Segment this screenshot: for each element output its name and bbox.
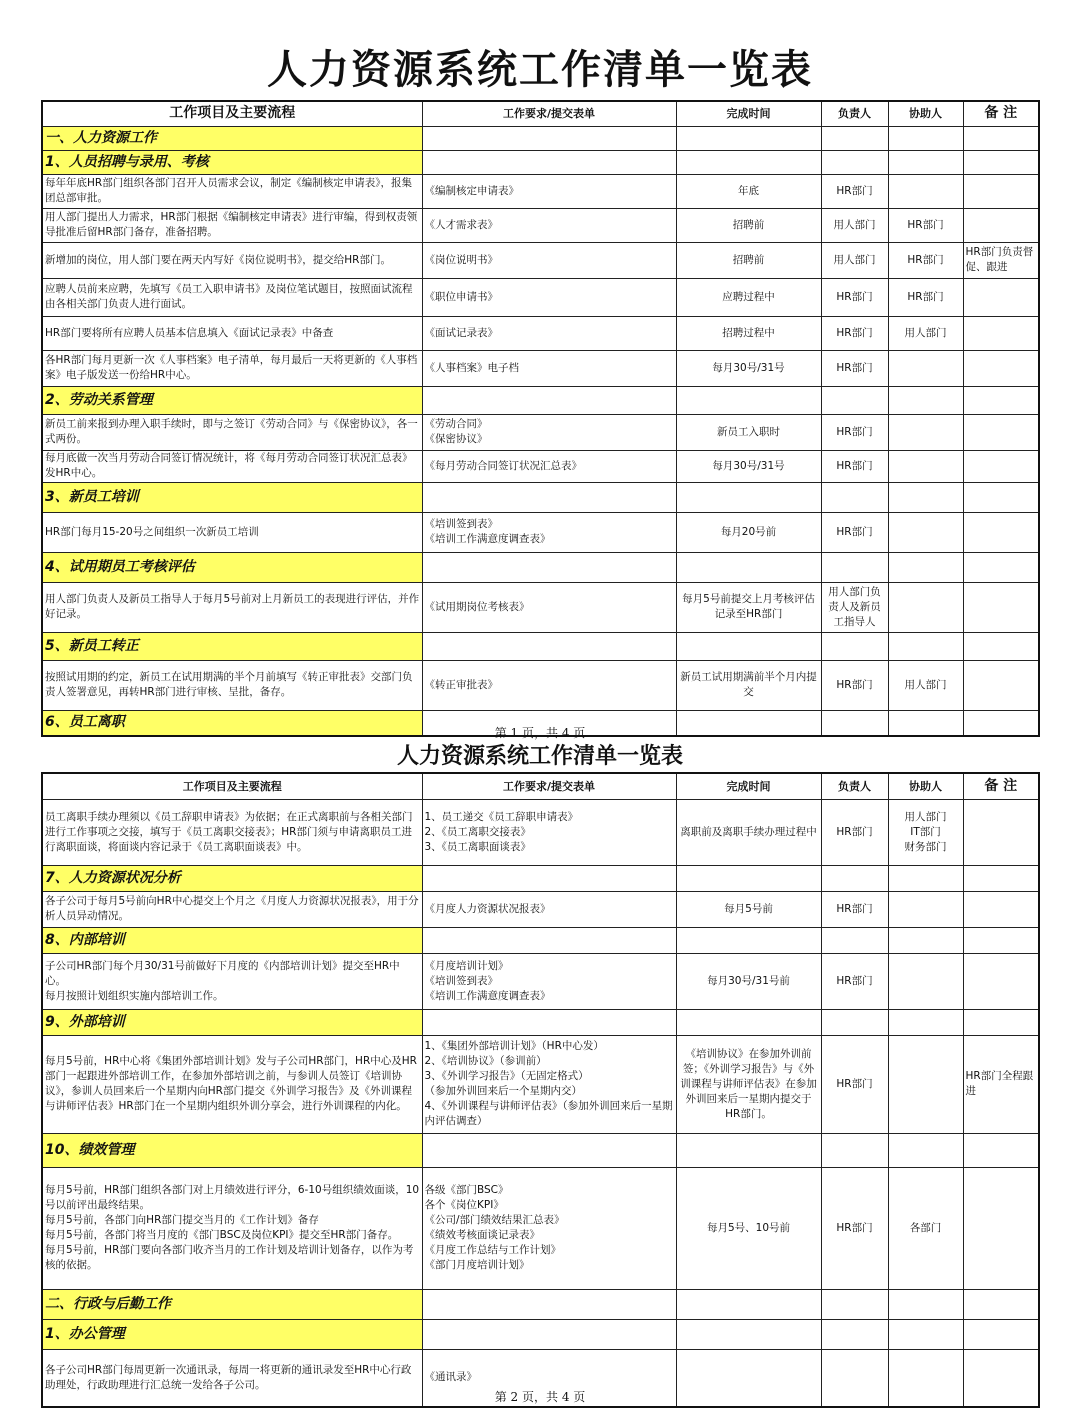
owner-cell: HR部门 <box>821 414 888 450</box>
table-row <box>42 208 1039 242</box>
note-cell <box>963 316 1039 350</box>
empty-cell <box>676 386 821 414</box>
requirement-cell: 《试用期岗位考核表》 <box>422 582 676 632</box>
owner-cell: HR部门 <box>821 1035 888 1133</box>
item-cell: 按照试用期的约定，新员工在试用期满的半个月前填写《转正审批表》交部门负责人签署意见，再转HR部门进行审核、呈批，备存。 <box>42 660 422 710</box>
helper-cell <box>888 953 963 1009</box>
helper-cell: 用人部门 <box>888 660 963 710</box>
note-cell <box>963 450 1039 482</box>
requirement-cell: 《月度培训计划》 《培训签到表》 《培训工作满意度调查表》 <box>422 953 676 1009</box>
owner-cell: HR部门 <box>821 278 888 316</box>
requirement-cell: 《每月劳动合同签订状况汇总表》 <box>422 450 676 482</box>
empty-cell <box>888 386 963 414</box>
owner-cell: 用人部门 <box>821 208 888 242</box>
empty-cell <box>963 1009 1039 1035</box>
item-cell: 各HR部门每月更新一次《人事档案》电子清单，每月最后一天将更新的《人事档案》电子版发送一份给HR中心。 <box>42 350 422 386</box>
time-cell: 每月5号前 <box>676 891 821 927</box>
table-row <box>42 414 1039 450</box>
empty-cell <box>676 1289 821 1319</box>
requirement-cell: 1、《集团外部培训计划》（HR中心发） 2、《培训协议》（参训前） 3、《外训学习报告》（无固定格式） （参加外训回来后一个星期内交） 4、《外训课程与讲师评估表》（参加外训回来后一星期内评估调查） <box>422 1035 676 1133</box>
empty-cell <box>422 386 676 414</box>
requirement-cell: 《面试记录表》 <box>422 316 676 350</box>
note-cell <box>963 582 1039 632</box>
empty-cell <box>963 126 1039 150</box>
item-cell: HR部门要将所有应聘人员基本信息填入《面试记录表》中备查 <box>42 316 422 350</box>
section-row <box>42 1009 1039 1035</box>
header-owner: 负责人 <box>821 773 888 799</box>
time-cell: 新员工入职时 <box>676 414 821 450</box>
helper-cell <box>888 450 963 482</box>
item-cell: 用人部门负责人及新员工指导人于每月5号前对上月新员工的表现进行评估，并作好记录。 <box>42 582 422 632</box>
helper-cell <box>888 1035 963 1133</box>
empty-cell <box>422 1133 676 1167</box>
section-label: 8、内部培训 <box>42 927 422 953</box>
owner-cell: HR部门 <box>821 1167 888 1289</box>
empty-cell <box>676 1009 821 1035</box>
time-cell: 《培训协议》在参加外训前签；《外训学习报告》与《外训课程与讲师评估表》在参加外训回来后一星期内提交于HR部门。 <box>676 1035 821 1133</box>
empty-cell <box>422 632 676 660</box>
item-cell: 应聘人员前来应聘，先填写《员工入职申请书》及岗位笔试题目，按照面试流程由各相关部门负责人进行面试。 <box>42 278 422 316</box>
empty-cell <box>422 927 676 953</box>
owner-cell: HR部门 <box>821 512 888 552</box>
table-row <box>42 799 1039 865</box>
empty-cell <box>821 482 888 512</box>
empty-cell <box>676 482 821 512</box>
helper-cell <box>888 891 963 927</box>
table-header-row <box>42 101 1039 126</box>
section-row <box>42 632 1039 660</box>
time-cell: 每月30号/31号 <box>676 450 821 482</box>
table-header-row <box>42 773 1039 799</box>
section-row <box>42 927 1039 953</box>
page1-footer: 第 1 页，共 4 页 <box>494 726 586 740</box>
helper-cell: 用人部门 <box>888 316 963 350</box>
section-label: 二、行政与后勤工作 <box>42 1289 422 1319</box>
time-cell: 招聘前 <box>676 208 821 242</box>
empty-cell <box>821 1319 888 1349</box>
section-label: 1、办公管理 <box>42 1319 422 1349</box>
time-cell: 每月20号前 <box>676 512 821 552</box>
empty-cell <box>676 865 821 891</box>
empty-cell <box>821 1009 888 1035</box>
item-cell: 每年年底HR部门组织各部门召开人员需求会议，制定《编制核定申请表》，报集团总部审批。 <box>42 174 422 208</box>
empty-cell <box>821 865 888 891</box>
section-label: 一、人力资源工作 <box>42 126 422 150</box>
helper-cell <box>888 174 963 208</box>
time-cell: 招聘过程中 <box>676 316 821 350</box>
helper-cell <box>888 350 963 386</box>
empty-cell <box>422 126 676 150</box>
item-cell: 新增加的岗位，用人部门要在两天内写好《岗位说明书》，提交给HR部门。 <box>42 242 422 278</box>
empty-cell <box>888 482 963 512</box>
empty-cell <box>888 1319 963 1349</box>
empty-cell <box>963 632 1039 660</box>
header-owner: 负责人 <box>821 101 888 126</box>
time-cell: 新员工试用期满前半个月内提交 <box>676 660 821 710</box>
empty-cell <box>888 150 963 174</box>
note-cell: HR部门全程跟进 <box>963 1035 1039 1133</box>
item-cell: 员工离职手续办理须以《员工辞职申请表》为依据；在正式离职前与各相关部门进行工作事项之交接，填写于《员工离职交接表》；HR部门须与申请离职员工进行离职面谈，将面谈内容记录于《员工离职面谈表》中。 <box>42 799 422 865</box>
empty-cell <box>422 1319 676 1349</box>
empty-cell <box>422 482 676 512</box>
item-cell: 各子公司于每月5号前向HR中心提交上个月之《月度人力资源状况报表》，用于分析人员异动情况。 <box>42 891 422 927</box>
empty-cell <box>821 386 888 414</box>
requirement-cell: 《人事档案》电子档 <box>422 350 676 386</box>
header-helper: 协助人 <box>888 773 963 799</box>
time-cell: 年底 <box>676 174 821 208</box>
empty-cell <box>676 126 821 150</box>
note-cell <box>963 278 1039 316</box>
table-row <box>42 1035 1039 1133</box>
item-cell: 每月5号前，HR中心将《集团外部培训计划》发与子公司HR部门，HR中心及HR部门一起跟进外部培训工作，在参加外部培训之前，与参训人员签订《培训协议》，参训人员回来后一个星期内向HR部门提交《外训学习报告》及《外训课程与讲师评估表》HR部门在一个星期内组织外训分享会，进行外训课程的内化。 <box>42 1035 422 1133</box>
time-cell: 招聘前 <box>676 242 821 278</box>
empty-cell <box>821 1289 888 1319</box>
header-req: 工作要求/提交表单 <box>422 101 676 126</box>
requirement-cell: 《通讯录》 <box>422 1349 676 1407</box>
empty-cell <box>422 1289 676 1319</box>
section-label: 1、人员招聘与录用、考核 <box>42 150 422 174</box>
helper-cell <box>888 582 963 632</box>
header-note: 备 注 <box>963 773 1039 799</box>
empty-cell <box>676 1319 821 1349</box>
section-label: 3、新员工培训 <box>42 482 422 512</box>
item-cell: 用人部门提出人力需求，HR部门根据《编制核定申请表》进行审编，得到权责领导批准后留HR部门备存，准备招聘。 <box>42 208 422 242</box>
table-row <box>42 512 1039 552</box>
table-row <box>42 660 1039 710</box>
note-cell <box>963 891 1039 927</box>
section-row <box>42 150 1039 174</box>
table-row <box>42 582 1039 632</box>
time-cell: 每月30号/31号前 <box>676 953 821 1009</box>
section-label: 4、试用期员工考核评估 <box>42 552 422 582</box>
empty-cell <box>888 632 963 660</box>
empty-cell <box>676 632 821 660</box>
empty-cell <box>963 150 1039 174</box>
requirement-cell: 《转正审批表》 <box>422 660 676 710</box>
header-item: 工作项目及主要流程 <box>42 101 422 126</box>
empty-cell <box>963 1319 1039 1349</box>
section-label: 6、员工离职 <box>42 710 422 736</box>
item-cell: 每月5号前，HR部门组织各部门对上月绩效进行评分，6-10号组织绩效面谈，10号以前评出最终结果。 每月5号前，各部门向HR部门提交当月的《工作计划》备存 每月5号前，各部门将当月度的《部门BSC及岗位KPI》提交至HR部门备存。 每月5号前，HR部门要向各部门收齐当月的工作计划及培训计划备存，以作为考核的依据。 <box>42 1167 422 1289</box>
header-time: 完成时间 <box>676 773 821 799</box>
empty-cell <box>422 865 676 891</box>
note-cell <box>963 799 1039 865</box>
helper-cell: 各部门 <box>888 1167 963 1289</box>
empty-cell <box>888 1289 963 1319</box>
section-label: 2、劳动关系管理 <box>42 386 422 414</box>
time-cell: 每月5号前提交上月考核评估记录至HR部门 <box>676 582 821 632</box>
helper-cell: HR部门 <box>888 242 963 278</box>
empty-cell <box>963 482 1039 512</box>
table-row <box>42 242 1039 278</box>
empty-cell <box>422 552 676 582</box>
owner-cell: HR部门 <box>821 174 888 208</box>
owner-cell: HR部门 <box>821 350 888 386</box>
table-row <box>42 278 1039 316</box>
owner-cell: HR部门 <box>821 450 888 482</box>
section-label: 5、新员工转正 <box>42 632 422 660</box>
empty-cell <box>963 927 1039 953</box>
item-cell: 子公司HR部门每个月30/31号前做好下月度的《内部培训计划》提交至HR中心。 每月按照计划组织实施内部培训工作。 <box>42 953 422 1009</box>
item-cell: HR部门每月15-20号之间组织一次新员工培训 <box>42 512 422 552</box>
item-cell: 每月底做一次当月劳动合同签订情况统计，将《每月劳动合同签订状况汇总表》发HR中心。 <box>42 450 422 482</box>
helper-cell: 用人部门 IT部门 财务部门 <box>888 799 963 865</box>
empty-cell <box>676 1133 821 1167</box>
section-label: 10、绩效管理 <box>42 1133 422 1167</box>
note-cell <box>963 174 1039 208</box>
section-row <box>42 552 1039 582</box>
section-row <box>42 1319 1039 1349</box>
header-time: 完成时间 <box>676 101 821 126</box>
empty-cell <box>963 386 1039 414</box>
item-cell: 各子公司HR部门每周更新一次通讯录，每周一将更新的通讯录发至HR中心行政助理处，行政助理进行汇总统一发给各子公司。 <box>42 1349 422 1407</box>
requirement-cell: 1、员工递交《员工辞职申请表》 2、《员工离职交接表》 3、《员工离职面谈表》 <box>422 799 676 865</box>
requirement-cell: 《人才需求表》 <box>422 208 676 242</box>
header-item: 工作项目及主要流程 <box>42 773 422 799</box>
owner-cell: 用人部门负责人及新员工指导人 <box>821 582 888 632</box>
time-cell: 每月5号、10号前 <box>676 1167 821 1289</box>
table-row <box>42 953 1039 1009</box>
table-row <box>42 350 1039 386</box>
section-row <box>42 126 1039 150</box>
note-cell <box>963 660 1039 710</box>
owner-cell: HR部门 <box>821 953 888 1009</box>
owner-cell: HR部门 <box>821 316 888 350</box>
empty-cell <box>821 150 888 174</box>
note-cell <box>963 208 1039 242</box>
page1-title: 人力资源系统工作清单一览表 <box>267 47 813 93</box>
empty-cell <box>963 865 1039 891</box>
empty-cell <box>676 552 821 582</box>
section-row <box>42 482 1039 512</box>
page2-footer: 第 2 页，共 4 页 <box>494 1390 586 1404</box>
table-row <box>42 1167 1039 1289</box>
empty-cell <box>821 1133 888 1167</box>
requirement-cell: 《月度人力资源状况报表》 <box>422 891 676 927</box>
empty-cell <box>963 552 1039 582</box>
table-row <box>42 450 1039 482</box>
header-helper: 协助人 <box>888 101 963 126</box>
empty-cell <box>963 1133 1039 1167</box>
empty-cell <box>888 126 963 150</box>
empty-cell <box>821 552 888 582</box>
empty-cell <box>888 865 963 891</box>
empty-cell <box>963 1289 1039 1319</box>
time-cell: 应聘过程中 <box>676 278 821 316</box>
empty-cell <box>888 552 963 582</box>
table-row <box>42 891 1039 927</box>
note-cell <box>963 414 1039 450</box>
note-cell <box>963 350 1039 386</box>
empty-cell <box>821 632 888 660</box>
section-row <box>42 865 1039 891</box>
owner-cell: HR部门 <box>821 660 888 710</box>
empty-cell <box>888 927 963 953</box>
time-cell: 离职前及离职手续办理过程中 <box>676 799 821 865</box>
empty-cell <box>888 1133 963 1167</box>
owner-cell: HR部门 <box>821 891 888 927</box>
worklist-table-page2 <box>41 772 1040 1408</box>
note-cell <box>963 1167 1039 1289</box>
owner-cell: HR部门 <box>821 799 888 865</box>
empty-cell <box>888 1009 963 1035</box>
note-cell: HR部门负责督促、跟进 <box>963 242 1039 278</box>
table-row <box>42 316 1039 350</box>
requirement-cell: 《培训签到表》 《培训工作满意度调查表》 <box>422 512 676 552</box>
requirement-cell: 《编制核定申请表》 <box>422 174 676 208</box>
empty-cell <box>422 150 676 174</box>
header-note: 备 注 <box>963 101 1039 126</box>
requirement-cell: 《职位申请书》 <box>422 278 676 316</box>
time-cell: 每月30号/31号 <box>676 350 821 386</box>
header-req: 工作要求/提交表单 <box>422 773 676 799</box>
owner-cell: 用人部门 <box>821 242 888 278</box>
section-label: 7、人力资源状况分析 <box>42 865 422 891</box>
note-cell <box>963 953 1039 1009</box>
section-row <box>42 1289 1039 1319</box>
helper-cell <box>888 512 963 552</box>
section-row <box>42 1133 1039 1167</box>
helper-cell <box>888 414 963 450</box>
empty-cell <box>676 927 821 953</box>
requirement-cell: 《岗位说明书》 <box>422 242 676 278</box>
table-row <box>42 174 1039 208</box>
note-cell <box>963 512 1039 552</box>
section-row <box>42 386 1039 414</box>
page2-title: 人力资源系统工作清单一览表 <box>396 744 683 769</box>
worklist-table-page1 <box>41 100 1040 737</box>
empty-cell <box>676 150 821 174</box>
empty-cell <box>422 1009 676 1035</box>
section-label: 9、外部培训 <box>42 1009 422 1035</box>
helper-cell: HR部门 <box>888 208 963 242</box>
helper-cell: HR部门 <box>888 278 963 316</box>
empty-cell <box>821 126 888 150</box>
requirement-cell: 《劳动合同》 《保密协议》 <box>422 414 676 450</box>
item-cell: 新员工前来报到办理入职手续时，即与之签订《劳动合同》与《保密协议》，各一式两份。 <box>42 414 422 450</box>
empty-cell <box>821 927 888 953</box>
requirement-cell: 各级《部门BSC》 各个《岗位KPI》 《公司/部门绩效结果汇总表》 《绩效考核面谈记录表》 《月度工作总结与工作计划》 《部门月度培训计划》 <box>422 1167 676 1289</box>
